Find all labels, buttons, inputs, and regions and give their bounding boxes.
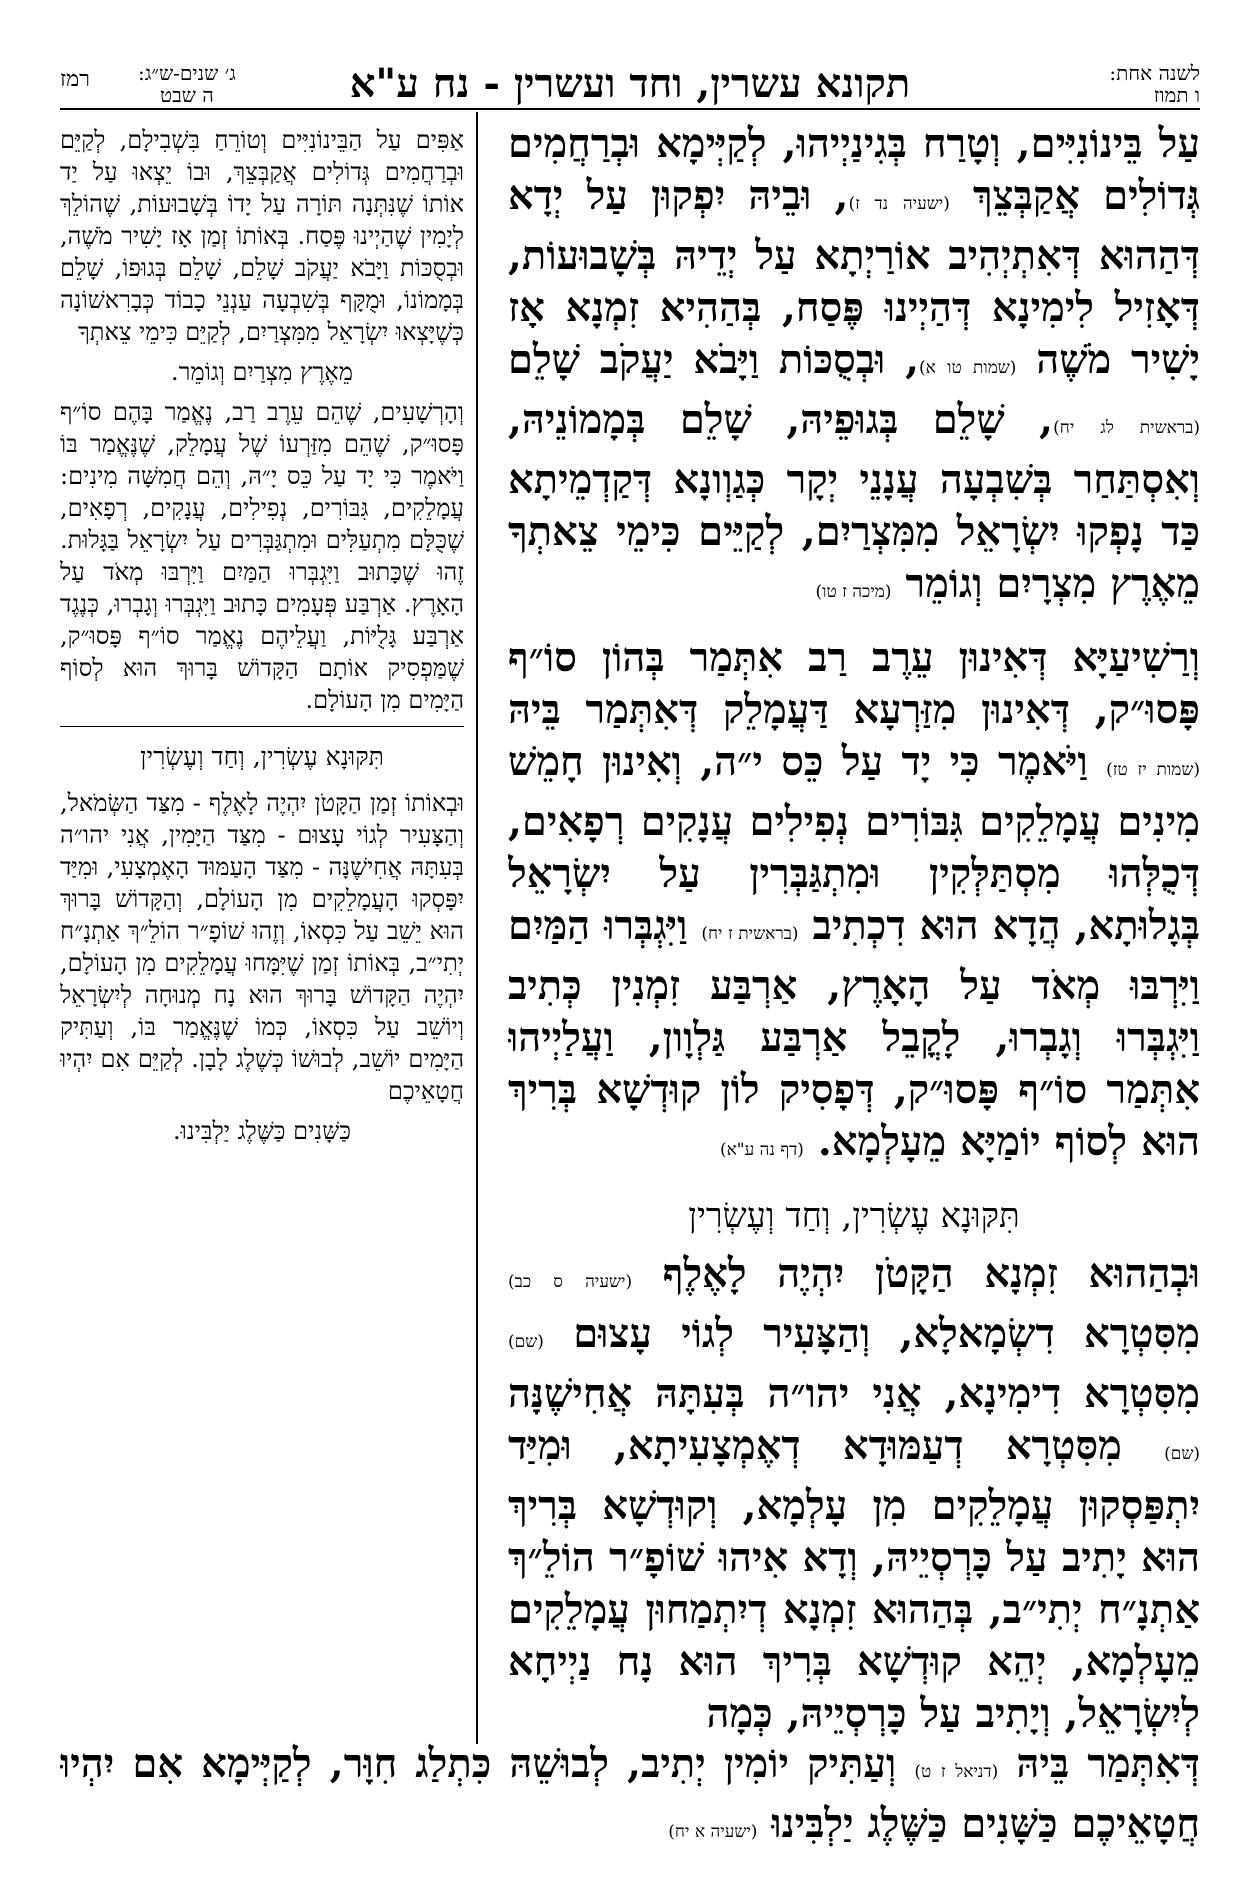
main-paragraph-1 bbox=[508, 118, 1200, 618]
page-header bbox=[60, 58, 1200, 108]
main-text-column bbox=[508, 118, 1200, 1748]
main-paragraph-3 bbox=[508, 1248, 1200, 1740]
translation-paragraph-1-end: מֵאֶרֶץ מִצְרַיִם וְגוֹמֵר. bbox=[171, 358, 353, 386]
source-citation: (שמות טו א) bbox=[919, 358, 1017, 378]
main-text: וַיִּגְבְּרוּ הַמַּיִם וַיִּרְבּוּ מְאֹד עַל הָאָרֶץ, אַרְבַּע זִמְנִין כְּתִיב וַיִּגְבְּרוּ וְגָבְרוּ, לָקֳבֵל אַרְבַּע גַּלְוָון, וַעֲלַיְיהוּ אִתְּמַר סוֹ״ף פָּסוּ״ק, דְּפָסִיק לוֹן קוּדְשָׁא בְּרִיךְ הוּא לְסוֹף יוֹמַיָּא מֵעָלְמָא. bbox=[508, 902, 1200, 1165]
translation-paragraph-1: אַפִּים עַל הַבֵּינוֹנִיִּים וְטוֹרֵחַ בִּשְׁבִילָם, לְקַיֵּם וּבְרַחֲמִים גְּדוֹלִים אֲקַבְּצֵךְ, וּבוֹ יֵצְאוּ עַל יַד אוֹתוֹ שֶׁנִּתְּנָה תּוֹרָה עַל יָדוֹ בְּשָׁבוּעוֹת, שֶׁהוֹלֵךְ לְיָמִין שֶׁהַיְינוּ פֶּסַח. בְּאוֹתוֹ זְמַן אָז יָשִׁיר מֹשֶׁה, וּבְסֻכּוֹת וַיָּבֹא יַעֲקֹב שָׁלֵם, שָׁלֵם בְּגוּפוֹ, שָׁלֵם בְּמָמוֹנוֹ, וּמֻקָּף בְּשִׁבְעָה עַנְנֵי כָבוֹד כְּבָרִאשׁוֹנָה כְּשֶׁיָּצְאוּ יִשְׂרָאֵל מִמִּצְרַיִם, לְקַיֵּם כִּימֵי צֵאתְךָ bbox=[60, 126, 464, 346]
translation-paragraph-3: וּבְאוֹתוֹ זְמַן הַקָּטֹן יִהְיֶה לָאֶלֶף - מִצַּד הַשְּׂמֹאל, וְהַצָּעִיר לְגוֹי עָצוּם - מִצַּד הַיָּמִין, אֲנִי יהו״ה בְּעִתָּהּ אֲחִישֶׁנָּה - מִצַּד הָעַמּוּד הָאֶמְצָעִי, וּמִיַּד יִפָּסְקוּ הָעֲמָלֵקִים מִן הָעוֹלָם, וְהַקָּדוֹשׁ בָּרוּךְ הוּא יֵשֵׁב עַל כִּסְאוֹ, וְזֶהוּ שׁוֹפָ״ר הוֹלֵ״ךְ אַתְנָ״ח יְתִי״ב, בְּאוֹתוֹ זְמַן שֶׁיִּמָּחוּ עֲמָלֵקִים מִן הָעוֹלָם, יִהְיֶה הַקָּדוֹשׁ בָּרוּךְ הוּא נָח מְנוּחָה לְיִשְׂרָאֵל וְיוֹשֵׁב עַל כִּסְאוֹ, כְּמוֹ שֶׁנֶּאֱמַר בּוֹ, וְעַתִּיק הַיָּמִים יוֹשֵׁב, לְבוּשׁוֹ כְּשֶׁלֶג לָבָן. לְקַיֵּם אִם יִהְיוּ חֲטָאֵיכֶם bbox=[60, 789, 464, 1105]
main-text: , וּבֵיהּ יִפְקוּן עַל יְדָא דְּהַהוּא דְּאִתְיְהִיב אוֹרַיְתָא עַל יְדֵיהּ בְּשָׁבוּעוֹת, דְּאָזִיל לִימִינָא דְּהַיְינוּ פֶּסַח, בְּהַהִיא זִמְנָא אָז יָשִׁיר מֹשֶׁה bbox=[508, 172, 1200, 383]
page-marker: (דף נה ע"א) bbox=[719, 1140, 804, 1160]
source-citation: (שמות יז טז) bbox=[1106, 760, 1200, 780]
main-text: וּבְהַהוּא זִמְנָא הַקָּטֹן יִהְיֶה לָאֶלֶף bbox=[632, 1250, 1200, 1297]
bottom-paragraph bbox=[60, 1738, 1200, 1848]
source-citation: (ישעיה א יח) bbox=[668, 1822, 758, 1842]
translation-column bbox=[60, 124, 464, 1744]
source-citation: (שם) bbox=[508, 1332, 544, 1352]
source-citation: (בראשית לג יח) bbox=[1053, 418, 1200, 438]
bottom-full-width-text bbox=[60, 1738, 1200, 1848]
header-date3-label: ג׳ שנים-ש״ג: bbox=[138, 61, 236, 85]
translation-separator bbox=[60, 726, 464, 727]
main-text: , וּבְסֻכּוֹת וַיָּבֹא יַעֲקֹב שָׁלֵם bbox=[508, 336, 919, 383]
section-title: תִּקּוּנָא עֶשְׂרִין, וְחַד וְעֶשְׂרִין bbox=[688, 1196, 1020, 1236]
main-text: וְעַתִּיק יוֹמִין יְתִיב, לְבוּשֵׁהּ כִּתְלַג חִוָּר, לְקַיְּימָא אִם יִהְיוּ חֲטָאֵיכֶם כַּשָּׁנִים כַּשֶּׁלֶג יַלְבִּינוּ bbox=[60, 1740, 1200, 1847]
main-text: מִסִּטְרָא דִימִינָא, אֲנִי יהו״ה בְּעִתָּהּ אֲחִישֶׁנָּה bbox=[508, 1370, 1200, 1417]
main-text: עַל בֵּינוֹנִיִּים, וְטָרַח בְּגִינַיְיהוּ, לְקַיְּימָא וּבְרַחֲמִים גְּדוֹלִים אֲקַבְּצֵךְ bbox=[508, 120, 1200, 219]
main-text: דְּאִתְּמַר בֵּיהּ bbox=[998, 1740, 1200, 1787]
translation-section-title: תִּקּוּנָא עֶשְׂרִין, וְחַד וְעֶשְׂרִין bbox=[140, 742, 384, 771]
source-citation: (ישעיה ס כב) bbox=[508, 1272, 633, 1292]
header-date3-value: ה שבט bbox=[160, 83, 214, 107]
header-rule bbox=[60, 108, 1200, 110]
main-text: וַיֹּאמֶר כִּי יָד עַל כֵּס י״ה, וְאִינוּן חָמֵשׁ מִינִים עֲמָלֵקִים גִּבּוֹרִים נְפִילִים עֲנָקִים רְפָאִים, דְּכֻלְּהוּ מִסְתַּלְּקִין וּמִתְגַּבְּרִין עַל יִשְׂרָאֵל בְּגָלוּתָא, הֲדָא הוּא דִכְתִיב bbox=[508, 738, 1200, 949]
main-text: וְרַשִׁיעַיָּא דְּאִינוּן עֵרֶב רַב אִתְּמַר בְּהוֹן סוֹ״ף פָּסוּ״ק, דְּאִינוּן מִזַּרְעָא דַּעֲמָלֵק דְּאִתְּמַר בֵּיהּ bbox=[508, 634, 1200, 733]
translation-paragraph-3-end: כַּשָּׁנִים כַּשֶּׁלֶג יַלְבִּינוּ. bbox=[173, 1117, 351, 1145]
main-paragraph-2 bbox=[508, 632, 1200, 1176]
main-text: מִסִּטְרָא דִשְׂמָאלָא, וְהַצָּעִיר לְגוֹי עָצוּם bbox=[543, 1310, 1200, 1357]
column-divider bbox=[476, 112, 478, 1744]
header-date-value: ו תמוז bbox=[1153, 83, 1200, 107]
header-ramaz-label: רמז bbox=[60, 67, 90, 92]
source-citation: (דניאל ז ט) bbox=[914, 1762, 999, 1782]
source-citation: (מיכה ז טו) bbox=[815, 582, 892, 602]
source-citation: (ישעיה נד ז) bbox=[848, 194, 950, 214]
translation-paragraph-2: וְהָרְשָׁעִים, שֶׁהֵם עֵרֶב רַב, נֶאֱמַר בָּהֶם סוֹ״ף פָּסוּ״ק, שֶׁהֵם מִזַּרְעוֹ שֶׁל עֲמָלֵק, שֶׁנֶּאֱמַר בּוֹ וַיֹּאמֶר כִּי יָד עַל כֵּס יָ״הּ, וְהֵם חֲמִשָּׁה מִינִים: עֲמָלֵקִים, גִּבּוֹרִים, נְפִילִים, עֲנָקִים, רְפָאִים, שֶׁכֻּלָּם מִתְעַלִּים וּמִתְגַּבְּרִים עַל יִשְׂרָאֵל בַּגָּלוּת. זֶהוּ שֶׁכָּתוּב וַיִּגְבְּרוּ הַמַּיִם וַיִּרְבּוּ מְאֹד עַל הָאָרֶץ. אַרְבַּע פְּעָמִים כָּתוּב וַיִּגְבְּרוּ וְגָבְרוּ, כְּנֶגֶד אַרְבַּע גָּלֻיּוֹת, וַעֲלֵיהֶם נֶאֱמַר סוֹ״ף פָּסוּ״ק, שֶׁמַּפְסִיק אוֹתָם הַקָּדוֹשׁ בָּרוּךְ הוּא לְסוֹף הַיָּמִים מִן הָעוֹלָם. bbox=[60, 398, 464, 714]
source-citation: (שם) bbox=[1164, 1444, 1200, 1464]
main-text: מִסִּטְרָא דְעַמּוּדָא דְאֶמְצָעִיתָא, וּמִיַּד יִתְפַּסְקוּן עֲמָלֵקִים מִן עָלְמָא, וְקוּדְשָׁא בְּרִיךְ הוּא יָתִיב עַל כָּרְסְיֵיהּ, וְדָא אִיהוּ שׁוֹפָ״ר הוֹלֵ״ךְ אַתְנָ״ח יְתִי״ב, בְּהַהוּא זִמְנָא דְיִתְמַחוּן עֲמָלֵקִים מֵעָלְמָא, יְהֵא קוּדְשָׁא בְּרִיךְ הוּא נָח נַיְיחָא לְיִשְׂרָאֵל, וְיָתִיב עַל כָּרְסְיֵיהּ, כְּמָה bbox=[508, 1422, 1200, 1737]
header-date-three-years bbox=[138, 62, 236, 106]
main-text: , שָׁלֵם בְּגוּפֵיהּ, שָׁלֵם בְּמָמוֹנֵיהּ, וְאִסְתַּחַר בְּשִׁבְעָה עֲנָנֵי יְקָר כְּגַוְונָא דְּקַדְמֵיתָא כַּד נָפְקוּ יִשְׂרָאֵל מִמִּצְרַיִם, לְקַיֵּים כִּימֵי צֵאתְךָ מֵאֶרֶץ מִצְרָיִם וְגוֹמֵר bbox=[508, 396, 1200, 607]
page-title: תקונא עשרין, וחד ועשרין - נח ע"א bbox=[349, 60, 911, 107]
header-date-label: לשנה אחת: bbox=[1109, 61, 1200, 85]
source-citation: (בראשית ז יח) bbox=[701, 924, 799, 944]
